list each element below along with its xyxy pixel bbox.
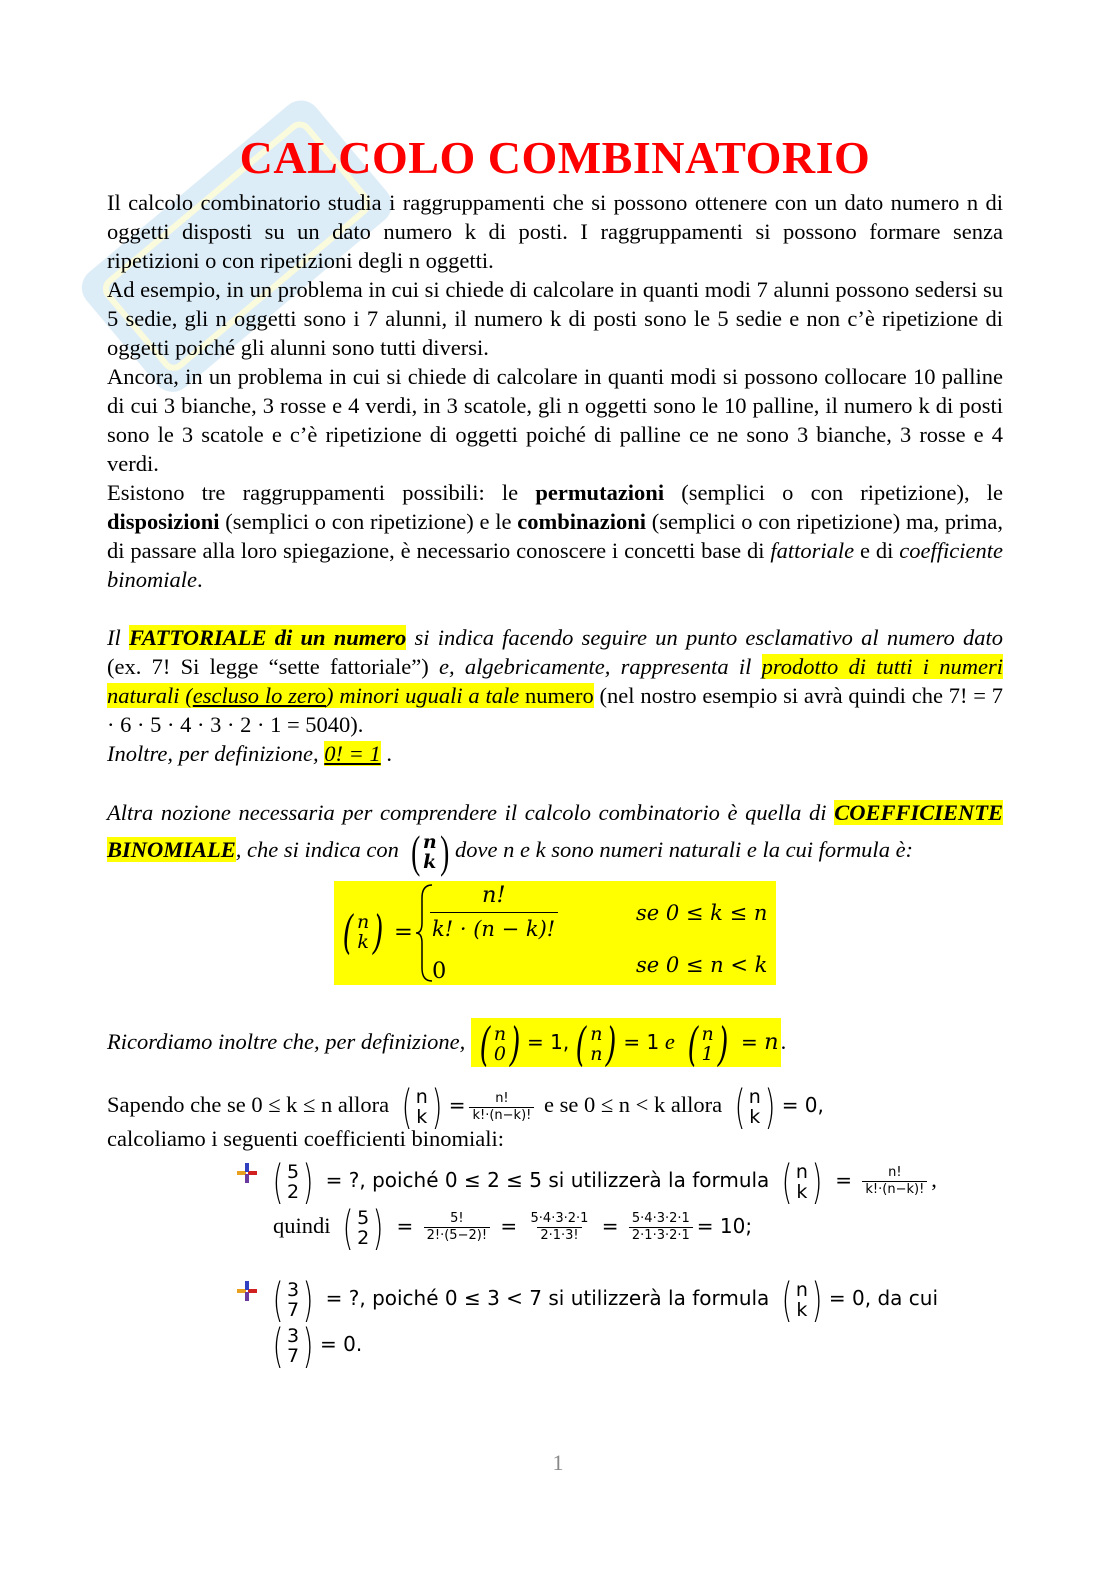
intro-paragraph-1: Il calcolo combinatorio studia i raggruppamenti che si possono ottenere con un dato numero n di oggetti disposti su un dato numero k di posti. I raggruppamenti si possono formare senza ripetizioni o con ripetizioni degli n oggetti. — [107, 190, 1003, 273]
binomial-remarks: Ricordiamo inoltre che, per definizione, ( n 0 ) = 1, ( n n ) = 1 e ( n 1 ) = n. — [107, 1016, 787, 1071]
term-permutazioni: permutazioni — [535, 480, 665, 505]
bullet-plus-icon — [237, 1163, 257, 1183]
bullet-plus-icon — [237, 1281, 257, 1301]
binomial-symbol: ( n k ) — [410, 826, 449, 877]
intro-paragraph-3: Ancora, in un problema in cui si chiede di calcolare in quanti modi si possono collocare 10 palline di cui 3 bianche, 3 rosse e 4 verdi, in 3 scatole, gli n oggetti sono le 10 palline, il numero k di posti sono le 3 scatole e c’è ripetizione di oggetti poiché di palline ce ne sono 3 bianche, 3 rosse e 4 verdi. — [107, 364, 1003, 476]
intro-paragraph-2: Ad esempio, in un problema in cui si chiede di calcolare in quanti modi 7 alunni possono sedersi su 5 sedie, gli n oggetti sono i 7 alunni, il numero k di posti sono le 5 sedie e non c’è ripetizione di oggetti poiché gli alunni sono tutti diversi. — [107, 277, 1003, 360]
example-1: ( 5 2 ) = ?, poiché 0 ≤ 2 ≤ 5 si utilizzerà la formula ( n k ) = $\frac{n!}{k!\cdot(n-k)!}$ , — [107, 1155, 1003, 1205]
intro-paragraph-4: Esistono tre raggruppamenti possibili: le permutazioni (semplici o con ripetizione), le disposizioni (semplici o con ripetizione) e le combinazioni (semplici o con ripetizione) ma, prima, di passare alla loro spiegazione, è necessario conoscere i concetti base di fattoriale e di coefficiente binomiale. — [107, 480, 1004, 592]
page-title: CALCOLO COMBINATORIO — [239, 132, 871, 183]
examples-intro: Sapendo che se 0 ≤ k ≤ n allora ( n k ) = $\frac{n!}{k!\cdot(n-k)!}$ e se 0 ≤ n < k allora ( n k ) = 0, — [107, 1080, 824, 1134]
binomial-paragraph: Altra nozione necessaria per comprendere il calcolo combinatorio è quella di COEFFICIENTE BINOMIALE, che si indica con ( n k ) dove n e k sono numeri naturali e la cui formula è: — [107, 800, 1003, 877]
document-page — [107, 130, 1004, 1373]
term-fattoriale: FATTORIALE di un numero — [128, 625, 407, 650]
term-disposizioni: disposizioni — [107, 509, 220, 534]
factorial-paragraph: Il FATTORIALE di un numero si indica facendo seguire un punto esclamativo al numero dato (ex. 7! Si legge “sette fattoriale”) e, algebricamente, rappresenta il prodotto di tutti i numeri naturali (escluso lo zero) minori uguali a tale numero (nel nostro esempio si avrà quindi che 7! = 7 · 6 · 5 · 4 · 3 · 2 · 1 = 5040). — [107, 625, 1004, 737]
example-1-solution: quindi ( 5 2 ) = $\frac{5!}{2!\cdot(5-2)!}$ = $\frac{5\cdot 4\cdot 3\cdot 2\cdot 1}{2\cdot 1\cdot 3!}$ = $\frac{5\cdot 4\cdot 3\cdot 2\cdot 1}{2\cdot 1\cdot 3\cdot 2\cdot 1}$ = 10; — [273, 1200, 753, 1255]
example-2: ( 3 7 ) = ?, poiché 0 ≤ 3 < 7 si utilizzerà la formula ( n k ) = 0, da cui — [107, 1273, 1003, 1323]
factorial-definition: Inoltre, per definizione, 0! = 1 . — [107, 741, 392, 766]
page-number: 1 — [552, 1450, 564, 1475]
examples-intro-2: calcoliamo i seguenti coefficienti binomiali: — [107, 1126, 504, 1151]
term-combinazioni: combinazioni — [517, 509, 647, 534]
binomial-formula: ( n k ) = n! k! · (n − k)! se 0 ≤ k ≤ n 0 se 0 ≤ n < k — [334, 881, 776, 985]
term-coefficiente-binomiale: COEFFICIENTE BINOMIALE — [107, 800, 1003, 863]
example-2-result: ( 3 7 ) = 0. — [272, 1318, 363, 1373]
zero-factorial: 0! = 1 — [324, 741, 381, 766]
